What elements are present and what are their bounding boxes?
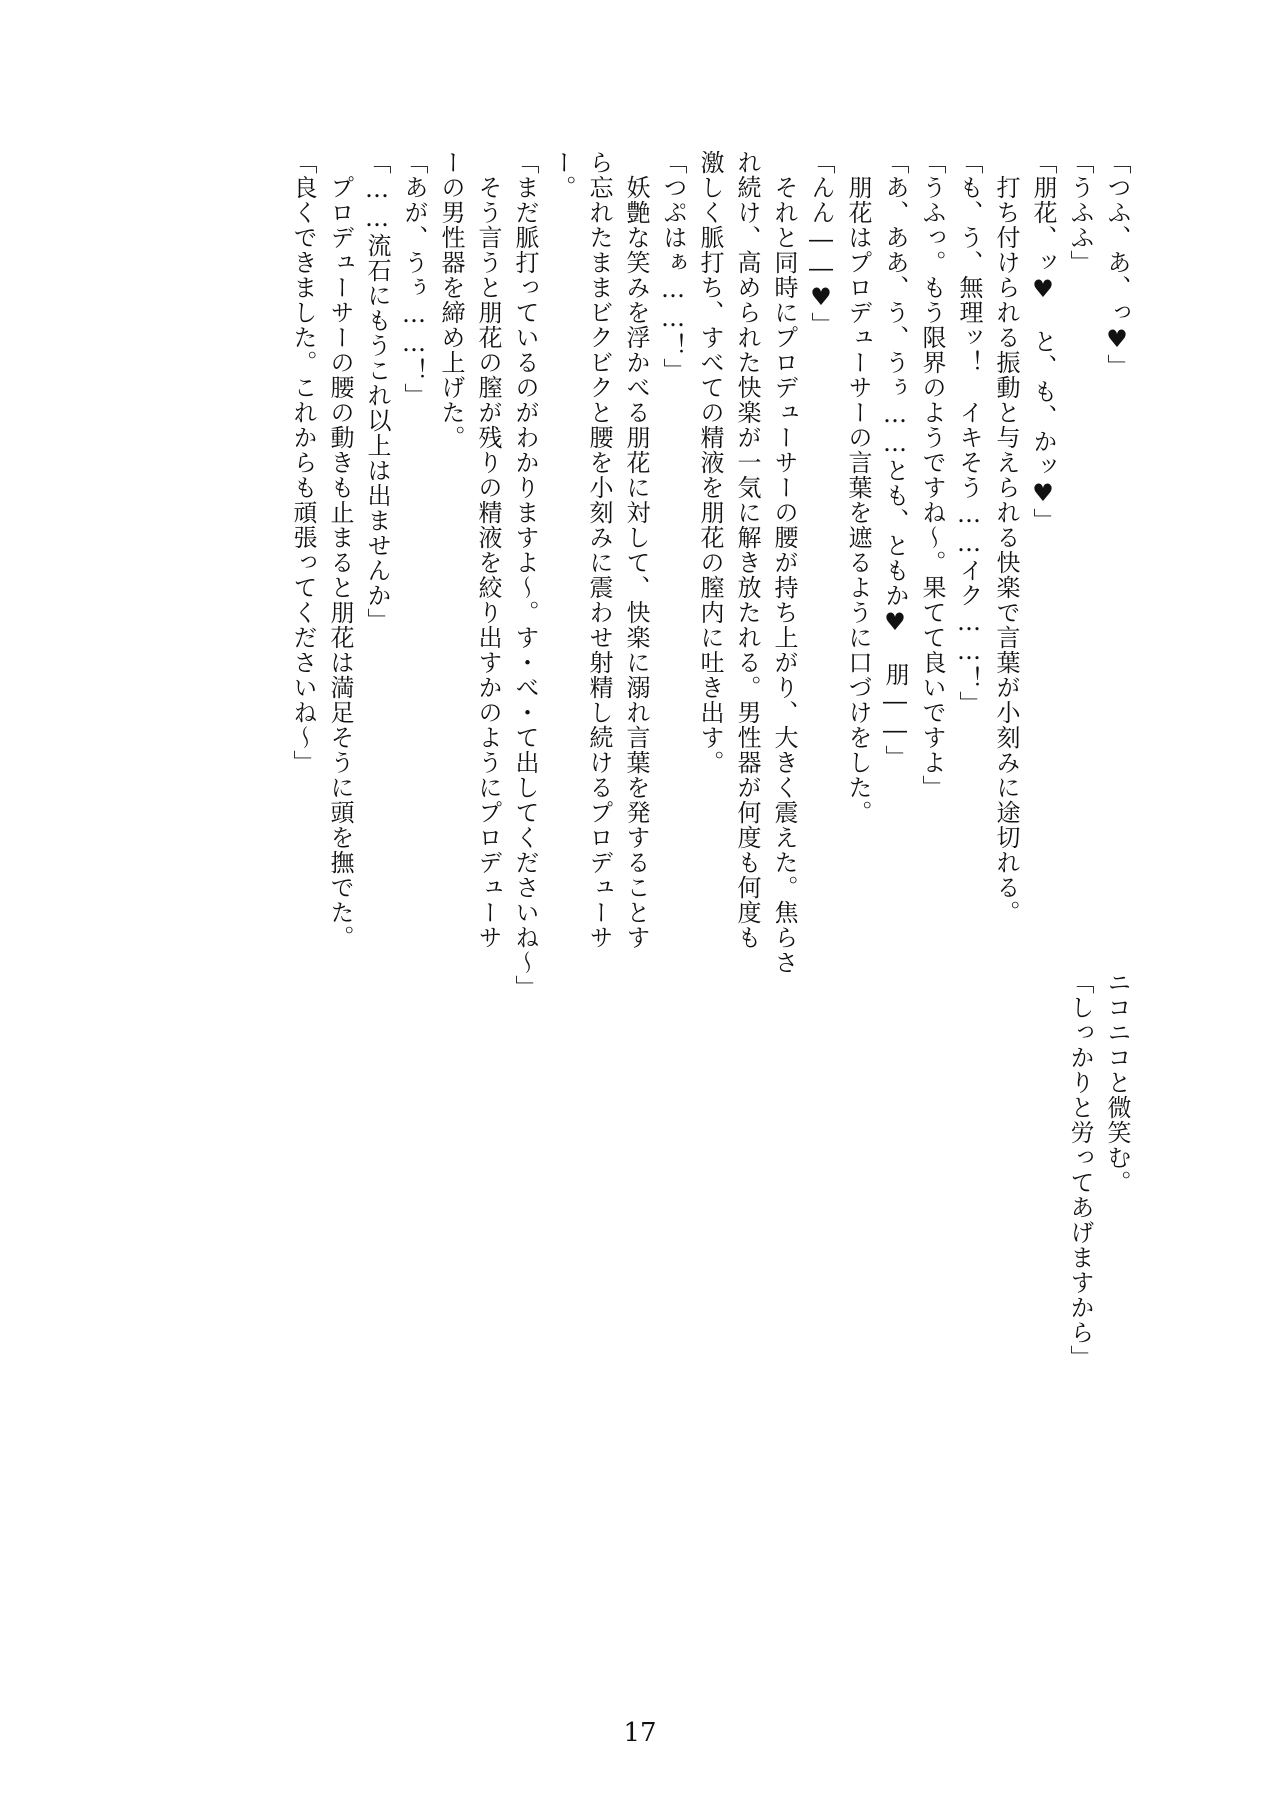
text-column: 「しっかりと労ってあげますから」: [1066, 970, 1094, 1370]
text-column: 「うふふ」: [1066, 150, 1094, 275]
text-column: それと同時にプロデューサーの腰が持ち上がり、大きく震えた。焦らさ: [770, 150, 798, 975]
text-column: そう言うと朋花の膣が残りの精液を絞り出すかのようにプロデューサ: [474, 150, 502, 950]
text-column: プロデューサーの腰の動きも止まると朋花は満足そうに頭を撫でた。: [326, 150, 354, 950]
text-column: れ続け、高められた快楽が一気に解き放たれる。男性器が何度も何度も: [733, 150, 761, 950]
text-column: 「……流石にもうこれ以上は出ませんか」: [363, 150, 391, 633]
text-column: 「朋花、ッ♥ と、も、かッ♥」: [1029, 150, 1057, 533]
text-column: 「良くできました。これからも頑張ってくださいね～」: [289, 150, 317, 775]
text-column: 「あ、ああ、う、うぅ……とも、ともか♥ 朋――」: [881, 150, 909, 770]
text-column: 「つぷはぁ……！」: [659, 150, 687, 383]
text-column: 激しく脈打ち、すべての精液を朋花の膣内に吐き出す。: [696, 150, 724, 775]
text-column: 「うふっ。もう限界のようですね～。果てて良いですよ」: [918, 150, 946, 800]
text-column: 「まだ脈打っているのがわかりますよ～。す・べ・て出してくださいね～」: [511, 150, 539, 1000]
text-column: ー。: [548, 150, 576, 200]
text-column: 「も、う、無理ッ！ イキそう……イク……！」: [955, 150, 983, 716]
text-column: 「つふ、あ、っ♥」: [1103, 150, 1131, 379]
text-column: ら忘れたままビクビクと腰を小刻みに震わせ射精し続けるプロデューサ: [585, 150, 613, 950]
page-number: 17: [623, 1718, 657, 1748]
text-column: ーの男性器を締め上げた。: [437, 150, 465, 450]
text-column: 「んん――♥」: [807, 150, 835, 337]
text-column: 打ち付けられる振動と与えられる快楽で言葉が小刻みに途切れる。: [992, 150, 1020, 925]
text-column: 朋花はプロデューサーの言葉を遮るように口づけをした。: [844, 150, 872, 825]
text-column: 「あが、うぅ……！」: [400, 150, 428, 408]
text-column: ニコニコと微笑む。: [1103, 970, 1131, 1195]
text-column: 妖艶な笑みを浮かべる朋花に対して、快楽に溺れ言葉を発することす: [622, 150, 650, 950]
